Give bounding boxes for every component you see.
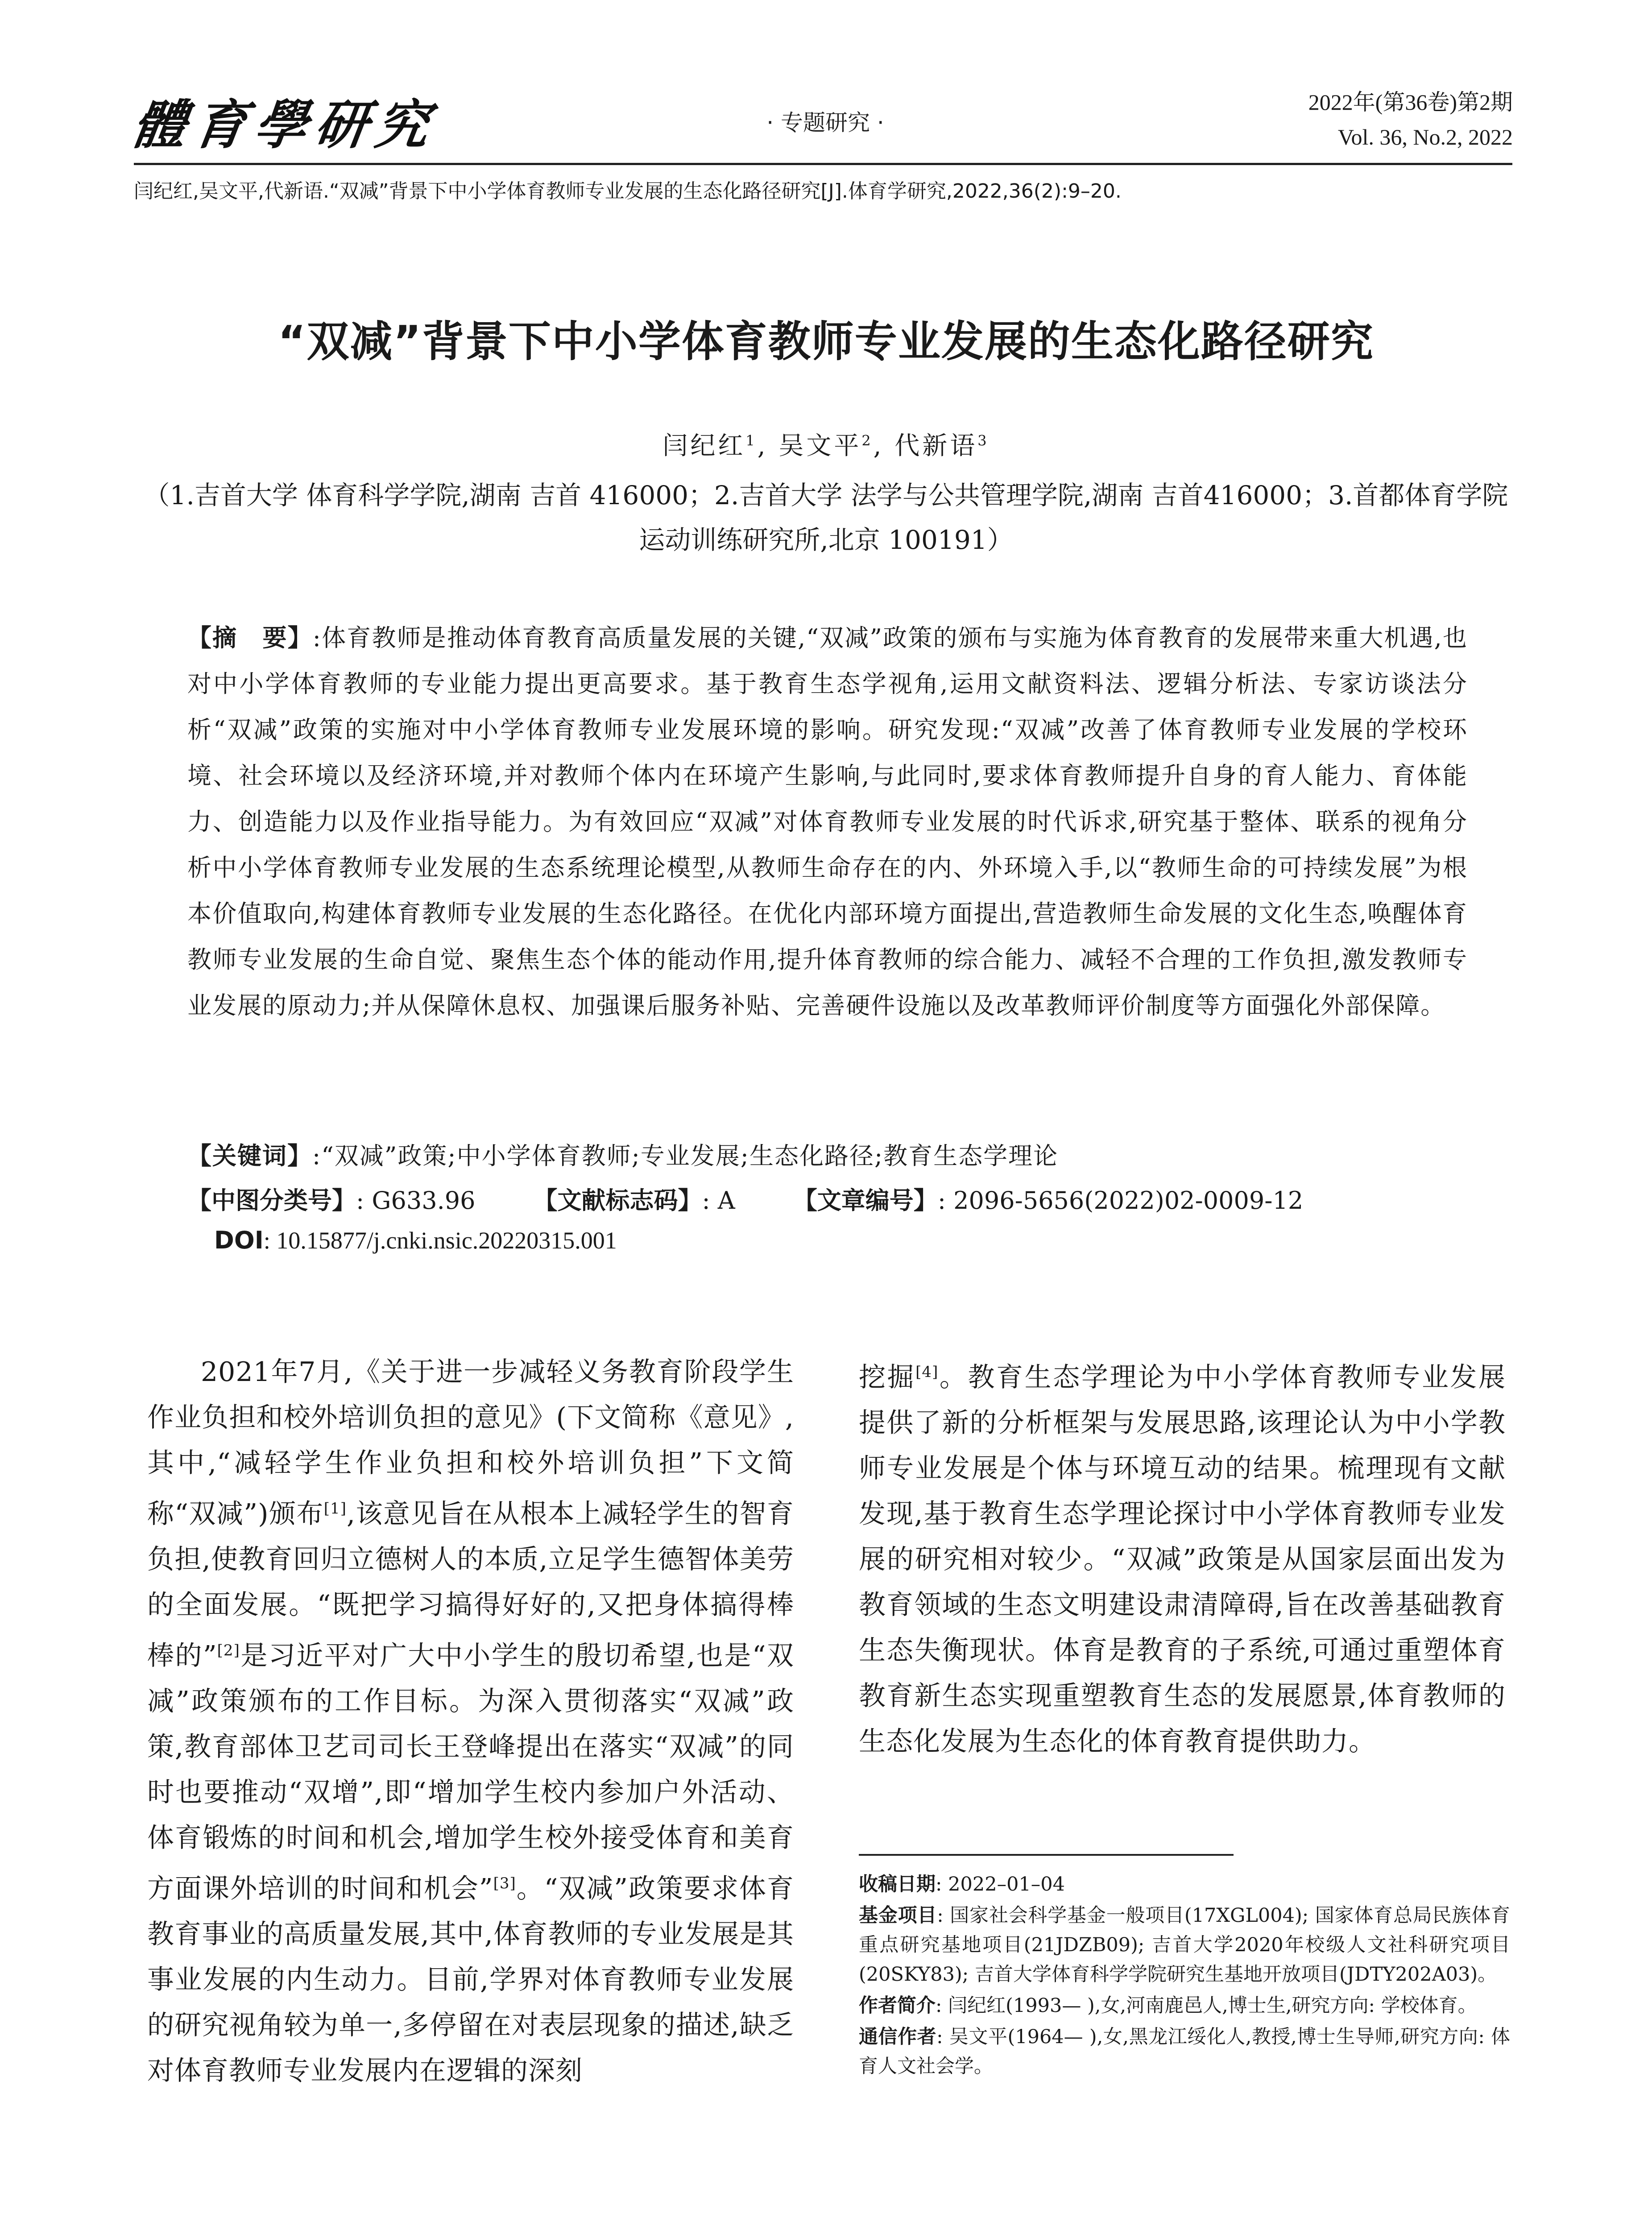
footnote-author-bio: [859, 1991, 1510, 2020]
reference-link[interactable]: [1]: [323, 1500, 347, 1518]
issue-cn: 2022年(第36卷)第2期: [1308, 90, 1513, 115]
doi-label: DOI: [214, 1226, 264, 1254]
body-text: 。教育生态学理论为中小学体育教师专业发展提供了新的分析框架与发展思路,该理论认为中小学教师专业发展是个体与环境互动的结果。梳理现有文献发现,基于教育生态学理论探讨中小学体育教师专业发展的研究相对较少。“双减”政策是从国家层面出发为教育领域的生态文明建设肃清障碍,旨在改善基础教育生态失衡现状。体育是教育的子系统,可通过重塑体育教育新生态实现重塑教育生态的发展愿景,体育教师的生态化发展为生态化的体育教育提供助力。: [859, 1362, 1506, 1757]
author-name: 代新语: [894, 431, 978, 460]
footnote-text: : 吴文平(1964— ),女,黑龙江绥化人,教授,博士生导师,研究方向: 体育人文社会学。: [859, 2026, 1511, 2078]
body-text: 是习近平对广大中小学生的殷切希望,也是“双减”政策颁布的工作目标。为深入贯彻落实“双减”政策,教育部体卫艺司司长王登峰提出在落实“双减”的同时也要推动“双增”,即“增加学生校内参加户外活动、体育锻炼的时间和机会,增加学生校外接受体育和美育方面课外培训的时间和机会”: [147, 1640, 794, 1904]
section-label: · 专题研究 ·: [766, 110, 884, 136]
body-paragraph: [859, 1349, 1506, 1764]
doc-code-label: 【文献标志码】: [533, 1186, 702, 1215]
reference-link[interactable]: [2]: [217, 1642, 240, 1659]
footnote-corresponding: [859, 2022, 1510, 2081]
author-name: 闫纪红: [662, 431, 746, 460]
footnote-divider: [859, 1854, 1234, 1856]
body-paragraph: [147, 1349, 794, 2094]
body-text: 挖掘: [859, 1362, 916, 1393]
footnotes: [859, 1870, 1510, 2083]
clc-label: 【中图分类号】: [187, 1186, 356, 1215]
abstract-text: :体育教师是推动体育教育高质量发展的关键,“双减”政策的颁布与实施为体育教育的发展带来重大机遇,也对中小学体育教师的专业能力提出更高要求。基于教育生态学视角,运用文献资料法、逻辑分析法、专家访谈法分析“双减”政策的实施对中小学体育教师专业发展环境的影响。研究发现:“双减”改善了体育教师专业发展的学校环境、社会环境以及经济环境,并对教师个体内在环境产生影响,与此同时,要求体育教师提升自身的育人能力、育体能力、创造能力以及作业指导能力。为有效回应“双减”对体育教师专业发展的时代诉求,研究基于整体、联系的视角分析中小学体育教师专业发展的生态系统理论模型,从教师生命存在的内、外环境入手,以“教师生命的可持续发展”为根本价值取向,构建体育教师专业发展的生态化路径。在优化内部环境方面提出,营造教师生命发展的文化生态,唤醒体育教师专业发展的生命自觉、聚焦生态个体的能动作用,提升体育教师的综合能力、减轻不合理的工作负担,激发教师专业发展的原动力;并从保障休息权、加强课后服务补贴、完善硬件设施以及改革教师评价制度等方面强化外部保障。: [187, 624, 1468, 1020]
reference-link[interactable]: [4]: [915, 1363, 939, 1381]
keywords: [187, 1137, 1468, 1171]
affiliations: （1.吉首大学 体育科学学院,湖南 吉首 416000；2.吉首大学 法学与公共管理学院,湖南 吉首416000；3.首都体育学院 运动训练研究所,北京 100191）: [144, 480, 1508, 555]
abstract: [187, 615, 1468, 1028]
doc-code-value: : A: [702, 1186, 735, 1215]
footnote-label: 作者简介: [859, 1995, 936, 2017]
keywords-text: :“双减”政策;中小学体育教师;专业发展;生态化路径;教育生态学理论: [312, 1142, 1059, 1170]
article-title: “双减”背景下中小学体育教师专业发展的生态化路径研究: [278, 317, 1374, 366]
header-divider: [134, 163, 1512, 165]
body-column-left: [147, 1349, 794, 2094]
issue-en: Vol. 36, No.2, 2022: [1337, 124, 1513, 149]
article-no-value: : 2096-5656(2022)02-0009-12: [937, 1186, 1304, 1215]
footnote-label: 通信作者: [859, 2026, 937, 2048]
abstract-label: 【摘 要】: [187, 624, 313, 652]
footnote-text: : 国家社会科学基金一般项目(17XGL004); 国家体育总局民族体育重点研究基地项目(21JDZB09); 吉首大学2020年校级人文社科研究项目(20SKY83); 吉首大学体育科学学院研究生基地开放项目(JDTY202A03)。: [859, 1904, 1510, 1986]
reference-link[interactable]: [3]: [493, 1874, 516, 1892]
clc-value: : G633.96: [356, 1186, 476, 1215]
keywords-label: 【关键词】: [187, 1142, 312, 1170]
journal-logo: 體育學研究: [128, 94, 441, 156]
article-no-label: 【文章编号】: [793, 1186, 938, 1215]
author-sup: 3: [977, 432, 990, 449]
issue-info: [1308, 85, 1513, 154]
doi-line: [214, 1226, 617, 1254]
doi-value: : 10.15877/j.cnki.nsic.20220315.001: [263, 1227, 617, 1254]
author-sup: 2: [861, 432, 874, 449]
footnote-received: [859, 1870, 1510, 1899]
footnote-text: : 闫纪红(1993— ),女,河南鹿邑人,博士生,研究方向: 学校体育。: [936, 1995, 1477, 2017]
body-text: 。“双减”政策要求体育教育事业的高质量发展,其中,体育教师的专业发展是其事业发展的内生动力。目前,学界对体育教师专业发展的研究视角较为单一,多停留在对表层现象的描述,缺乏对体育教师专业发展内在逻辑的深刻: [147, 1873, 794, 2086]
footnote-label: 基金项目: [859, 1904, 937, 1927]
author-sup: 1: [745, 432, 758, 449]
author-list: 闫纪红$^1$, 吴文平$^2$, 代新语$^3$: [662, 431, 990, 460]
author-name: 吴文平: [778, 431, 862, 460]
classification-line: [187, 1182, 1468, 1216]
citation-line: 闫纪红,吴文平,代新语.“双减”背景下中小学体育教师专业发展的生态化路径研究[J].体育学研究,2022,36(2):9–20.: [134, 180, 1122, 203]
footnote-funding: [859, 1901, 1510, 1989]
body-text: ,该意见旨在从根本上减轻学生的智育负担,使教育回归立德树人的本质,立足学生德智体美劳的全面发展。“既把学习搞得好好的,又把身体搞得棒棒的”: [147, 1498, 794, 1671]
body-text: 2021年7月,《关于进一步减轻义务教育阶段学生作业负担和校外培训负担的意见》(下文简称《意见》,其中,“减轻学生作业负担和校外培训负担”下文简称“双减”)颁布: [147, 1356, 794, 1530]
footnote-label: 收稿日期: [859, 1873, 936, 1895]
body-column-right: [859, 1349, 1506, 1764]
footnote-text: : 2022–01–04: [936, 1873, 1065, 1895]
